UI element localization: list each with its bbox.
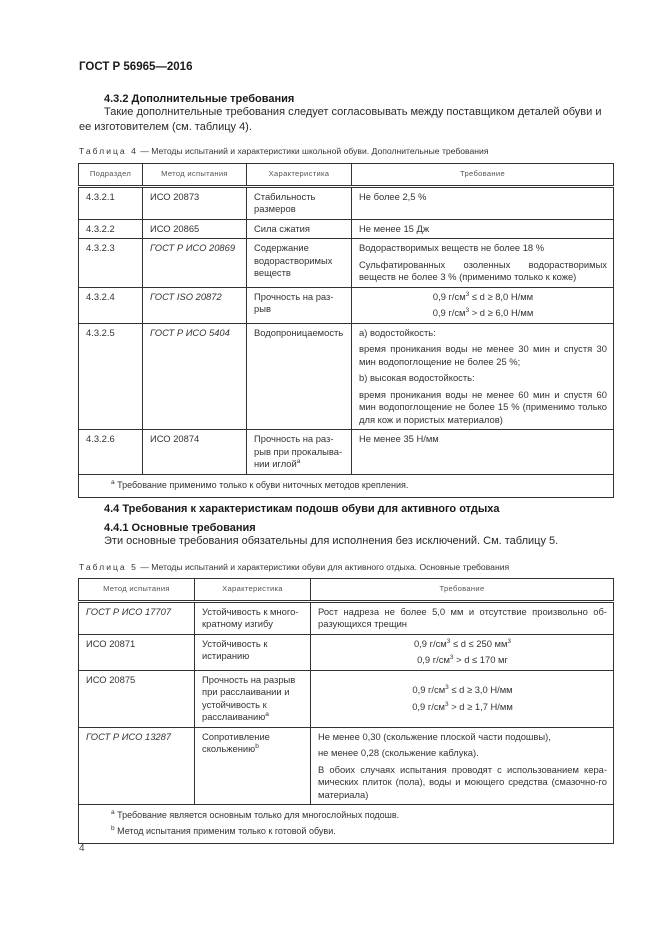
footnote: $^a$ Требование применимо только к обуви ниточных методов крепления. xyxy=(111,478,409,490)
section-4-4-1-title: 4.4.1 Основные требования xyxy=(104,522,256,534)
characteristic-cell: Сила сжатия xyxy=(247,219,352,239)
column-header: Характеристика xyxy=(247,164,352,187)
page-number: 4 xyxy=(79,843,85,854)
subsection-cell: 4.3.2.3 xyxy=(79,239,143,288)
requirement-line: Водорастворимых веществ не более 18 % xyxy=(359,242,545,253)
method-cell: ГОСТ Р ИСО 13287 xyxy=(79,727,195,805)
section-4-4-title: 4.4 Требования к характеристикам подошв обуви для активного отдыха xyxy=(104,503,500,515)
footnote: $^b$ Метод испытания применим только к готовой обуви. xyxy=(111,824,336,836)
table-5 xyxy=(78,578,614,844)
table-row xyxy=(79,287,614,323)
subsection-cell: 4.3.2.2 xyxy=(79,219,143,239)
requirement-cell: Не менее 15 Дж xyxy=(352,219,614,239)
column-header: Метод испытания xyxy=(79,579,195,602)
table-row xyxy=(79,239,614,288)
column-header: Подраздел xyxy=(79,164,143,187)
section-4-3-2-title: 4.3.2 Дополнительные требования xyxy=(104,93,295,105)
requirement-line: 0,9 $г/см^3 > d \ge 1,7$ Н/мм xyxy=(412,700,513,712)
section-4-3-2-text: Такие дополнительные требования следует согласовывать между поставщиком деталей обуви и ее изготовителем (см. таблицу 4). xyxy=(79,106,602,133)
table-4 xyxy=(78,163,614,498)
footnote-cell xyxy=(79,474,614,498)
table-row xyxy=(79,670,614,727)
document-header: ГОСТ Р 56965—2016 xyxy=(79,61,193,73)
table-4-caption: Таблица 4 — Методы испытаний и характеристики школьной обуви. Дополнительные требования xyxy=(79,146,489,156)
table-row xyxy=(79,219,614,239)
requirement-line: 0,9 $г/см^3 > d \ge 6,0$ Н/мм xyxy=(432,307,534,318)
requirement-line: 0,9 $г/см^3 \le d \ge 3,0$ Н/мм xyxy=(412,684,513,695)
requirement-line: Не менее 0,30 (скольжение плоской части подошвы), xyxy=(318,730,551,742)
requirement-cell: Не менее 35 Н/мм xyxy=(352,430,614,475)
requirement-line: время проникания воды не менее 60 мин и спустя 60 мин водопоглощение не более 15 % (применимо только для кож и пористых материалов) xyxy=(359,388,607,425)
requirement-cell xyxy=(352,239,614,288)
table-row xyxy=(79,186,614,219)
method-cell: ГОСТ Р ИСО 5404 xyxy=(143,323,247,430)
column-header: Метод испытания xyxy=(143,164,247,187)
requirement-line: 0,9 $г/см^3 \le d \ge 8,0$ Н/мм xyxy=(432,290,534,302)
characteristic-cell: Прочность на раз-рыв при прокалыва-нии иглой$^a$ xyxy=(247,430,352,475)
requirement-line: время проникания воды не менее 30 мин и спустя 30 мин водопоглощение не более 25 %; xyxy=(359,343,607,367)
table-5-caption: Таблица 5 — Методы испытаний и характеристики обуви для активного отдыха. Основные требования xyxy=(79,562,510,572)
table-row xyxy=(79,601,614,634)
characteristic-cell: Сопротивление скольжению$^b$ xyxy=(195,727,311,805)
characteristic-cell: Стабильность размеров xyxy=(247,186,352,219)
requirement-line: В обоих случаях испытания проводят с использованием кера-мических плиток (пола), воды и моющего средства (смазочно-го материала) xyxy=(318,763,607,800)
characteristic-cell: Содержание водорастворимых веществ xyxy=(247,239,352,288)
requirement-cell: Не более 2,5 % xyxy=(352,186,614,219)
requirement-cell xyxy=(311,727,614,805)
table-header-row xyxy=(79,579,614,602)
requirement-line: a) водостойкость: xyxy=(359,326,436,338)
method-cell: ИСО 20874 xyxy=(143,430,247,475)
table-row xyxy=(79,727,614,805)
characteristic-cell: Прочность на разрыв при расслаивании и устойчивость к расслаиванию$^a$ xyxy=(195,670,311,727)
subsection-cell: 4.3.2.5 xyxy=(79,323,143,430)
table-row xyxy=(79,634,614,670)
requirement-cell: Рост надреза не более 5,0 мм и отсутствие произвольно об-разующихся трещин xyxy=(311,601,614,634)
method-cell: ГОСТ Р ИСО 20869 xyxy=(143,239,247,288)
footnote: $^a$ Требование является основным только для многослойных подошв. xyxy=(111,809,400,820)
column-header: Требование xyxy=(311,579,614,602)
requirement-line: не менее 0,28 (скольжение каблука). xyxy=(318,747,479,758)
method-cell: ИСО 20873 xyxy=(143,186,247,219)
requirement-line: 0,9 $г/см^3 \le d \le 250$ $мм^3$ xyxy=(413,637,512,649)
characteristic-cell: Устойчивость к много-кратному изгибу xyxy=(195,601,311,634)
requirement-line: b) высокая водостойкость: xyxy=(359,372,475,383)
method-cell: ИСО 20875 xyxy=(79,670,195,727)
requirement-cell xyxy=(311,634,614,670)
subsection-cell: 4.3.2.4 xyxy=(79,287,143,323)
footnote-row xyxy=(79,805,614,844)
method-cell: ИСО 20865 xyxy=(143,219,247,239)
requirement-cell xyxy=(352,323,614,430)
table-header-row xyxy=(79,164,614,187)
characteristic-cell: Водопроницаемость xyxy=(247,323,352,430)
characteristic-cell: Устойчивость к истиранию xyxy=(195,634,311,670)
table-row xyxy=(79,430,614,475)
subsection-cell: 4.3.2.6 xyxy=(79,430,143,475)
requirement-cell xyxy=(311,670,614,727)
subsection-cell: 4.3.2.1 xyxy=(79,186,143,219)
method-cell: ГОСТ ISO 20872 xyxy=(143,287,247,323)
characteristic-cell: Прочность на раз-рыв xyxy=(247,287,352,323)
requirement-cell xyxy=(352,287,614,323)
method-cell: ГОСТ Р ИСО 17707 xyxy=(79,601,195,634)
footnote-cell xyxy=(79,805,614,844)
column-header: Требование xyxy=(352,164,614,187)
section-4-4-1-text: Эти основные требования обязательны для исполнения без исключений. См. таблицу 5. xyxy=(104,535,559,547)
requirement-line: 0,9 $г/см^3 > d \le 170$ мг xyxy=(417,654,508,665)
requirement-line: Сульфатированных озоленных водорастворимых веществ не более 3 % (применимо только к коже) xyxy=(359,258,607,282)
table-row xyxy=(79,323,614,430)
column-header: Характеристика xyxy=(195,579,311,602)
footnote-row xyxy=(79,474,614,498)
method-cell: ИСО 20871 xyxy=(79,634,195,670)
